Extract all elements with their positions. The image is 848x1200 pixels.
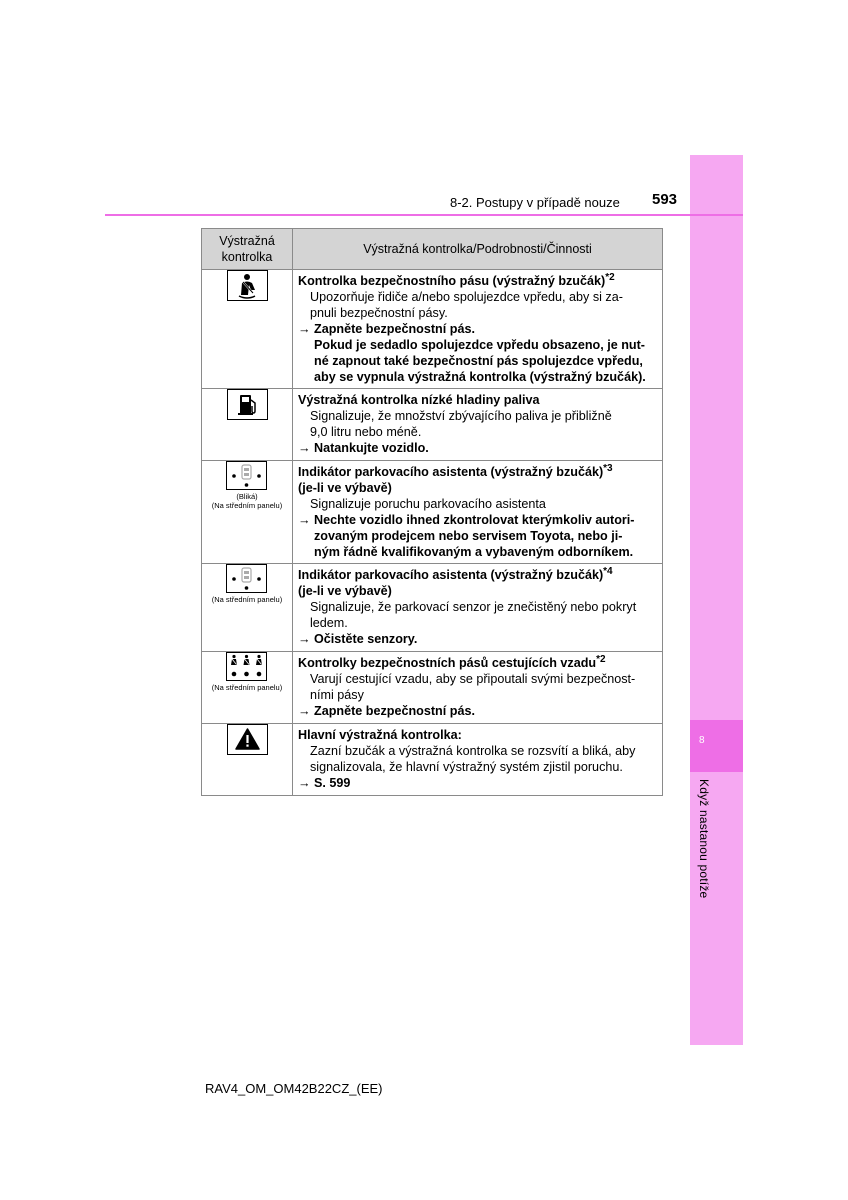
arrow-right-icon: → — [298, 441, 311, 455]
table-row — [202, 652, 663, 724]
item-description: Zazní bzučák a výstražná kontrolka se rozsvítí a bliká, aby — [310, 744, 636, 758]
detail-cell — [293, 461, 663, 564]
detail-cell — [293, 564, 663, 652]
item-title-line2: (je-li ve výbavě) — [298, 481, 392, 495]
item-action: → Natankujte vozidlo. — [298, 441, 429, 455]
table-row — [202, 389, 663, 461]
detail-cell — [293, 724, 663, 796]
item-action: Pokud je sedadlo spolujezdce vpředu obsazeno, je nut- — [314, 338, 645, 352]
item-description: Varují cestující vzadu, aby se připoutali svými bezpečnost- — [310, 672, 636, 686]
item-action: → Nechte vozidlo ihned zkontrolovat kterýmkoliv autori- — [298, 513, 635, 527]
document-code: RAV4_OM_OM42B22CZ_(EE) — [205, 1081, 383, 1096]
side-tab-label: Když nastanou potíže — [697, 779, 711, 899]
item-title: Indikátor parkovacího asistenta (výstražný bzučák)$^{*4}$ — [298, 566, 613, 582]
lamp-cell — [202, 724, 293, 796]
item-description: Signalizuje, že množství zbývajícího paliva je přibližně — [310, 409, 612, 423]
item-title: Kontrolka bezpečnostního pásu (výstražný bzučák)$^{*2}$ — [298, 272, 615, 288]
table-row — [202, 724, 663, 796]
item-description: ledem. — [310, 616, 348, 630]
item-action: → Zapněte bezpečnostní pás. — [298, 322, 475, 336]
column-header-details: Výstražná kontrolka/Podrobnosti/Činnosti — [293, 229, 663, 270]
item-description: Signalizuje poruchu parkovacího asistenta — [310, 497, 546, 511]
item-title: Kontrolky bezpečnostních pásů cestujících vzadu$^{*2}$ — [298, 654, 606, 670]
arrow-right-icon: → — [298, 322, 311, 336]
table-header-row — [202, 229, 663, 270]
item-action: → Očistěte senzory. — [298, 632, 418, 646]
warning-lights-table — [201, 228, 663, 796]
arrow-right-icon: → — [298, 632, 311, 646]
item-description: Upozorňuje řidiče a/nebo spolujezdce vpředu, aby si za- — [310, 290, 623, 304]
seatbelt-warning-icon — [227, 270, 268, 301]
arrow-right-icon: → — [298, 776, 311, 790]
item-action: → Zapněte bezpečnostní pás. — [298, 704, 475, 718]
item-action: ným řádně kvalifikovaným a vybaveným odborníkem. — [314, 545, 634, 559]
master-warning-icon — [227, 724, 268, 755]
item-action: aby se vypnula výstražná kontrolka (výstražný bzučák). — [314, 370, 646, 384]
side-tab-number: 8 — [699, 735, 705, 746]
column-header-lamp: Výstražná kontrolka — [202, 229, 293, 270]
detail-cell — [293, 270, 663, 389]
lamp-caption: (Na středním panelu) — [211, 501, 283, 510]
side-tab — [690, 155, 743, 1045]
side-tab-chapter[interactable] — [690, 720, 743, 772]
page-number: 593 — [652, 191, 678, 208]
lamp-cell — [202, 652, 293, 724]
item-description: ními pásy — [310, 688, 364, 702]
detail-cell — [293, 389, 663, 461]
lamp-caption: (Na středním panelu) — [211, 595, 283, 604]
lamp-caption: (Na středním panelu) — [211, 683, 283, 692]
arrow-right-icon: → — [298, 704, 311, 718]
item-action: zovaným prodejcem nebo servisem Toyota, nebo ji- — [314, 529, 623, 543]
section-title: 8-2. Postupy v případě nouze — [450, 195, 620, 210]
lamp-cell — [202, 461, 293, 564]
item-action: → S. 599 — [298, 776, 351, 790]
table-row — [202, 564, 663, 652]
item-title: Indikátor parkovacího asistenta (výstražný bzučák)$^{*3}$ — [298, 463, 613, 479]
lamp-cell — [202, 270, 293, 389]
header-divider — [105, 214, 743, 216]
low-fuel-icon — [227, 389, 268, 420]
arrow-right-icon: → — [298, 513, 311, 527]
parking-assist-icon — [226, 461, 267, 490]
table-row — [202, 270, 663, 389]
item-description: signalizovala, že hlavní výstražný systém zjistil poruchu. — [310, 760, 623, 774]
lamp-caption: (Bliká) — [236, 492, 258, 501]
lamp-cell — [202, 389, 293, 461]
rear-seatbelt-icon — [226, 652, 267, 681]
detail-cell — [293, 652, 663, 724]
item-description: Signalizuje, že parkovací senzor je znečistěný nebo pokryt — [310, 600, 637, 614]
item-title: Hlavní výstražná kontrolka: — [298, 728, 462, 742]
item-title-line2: (je-li ve výbavě) — [298, 584, 392, 598]
item-description: 9,0 litru nebo méně. — [310, 425, 422, 439]
item-action: né zapnout také bezpečnostní pás spolujezdce vpředu, — [314, 354, 643, 368]
lamp-cell — [202, 564, 293, 652]
table-row — [202, 461, 663, 564]
parking-assist-icon — [226, 564, 267, 593]
item-description: pnuli bezpečnostní pásy. — [310, 306, 448, 320]
item-title: Výstražná kontrolka nízké hladiny paliva — [298, 393, 540, 407]
